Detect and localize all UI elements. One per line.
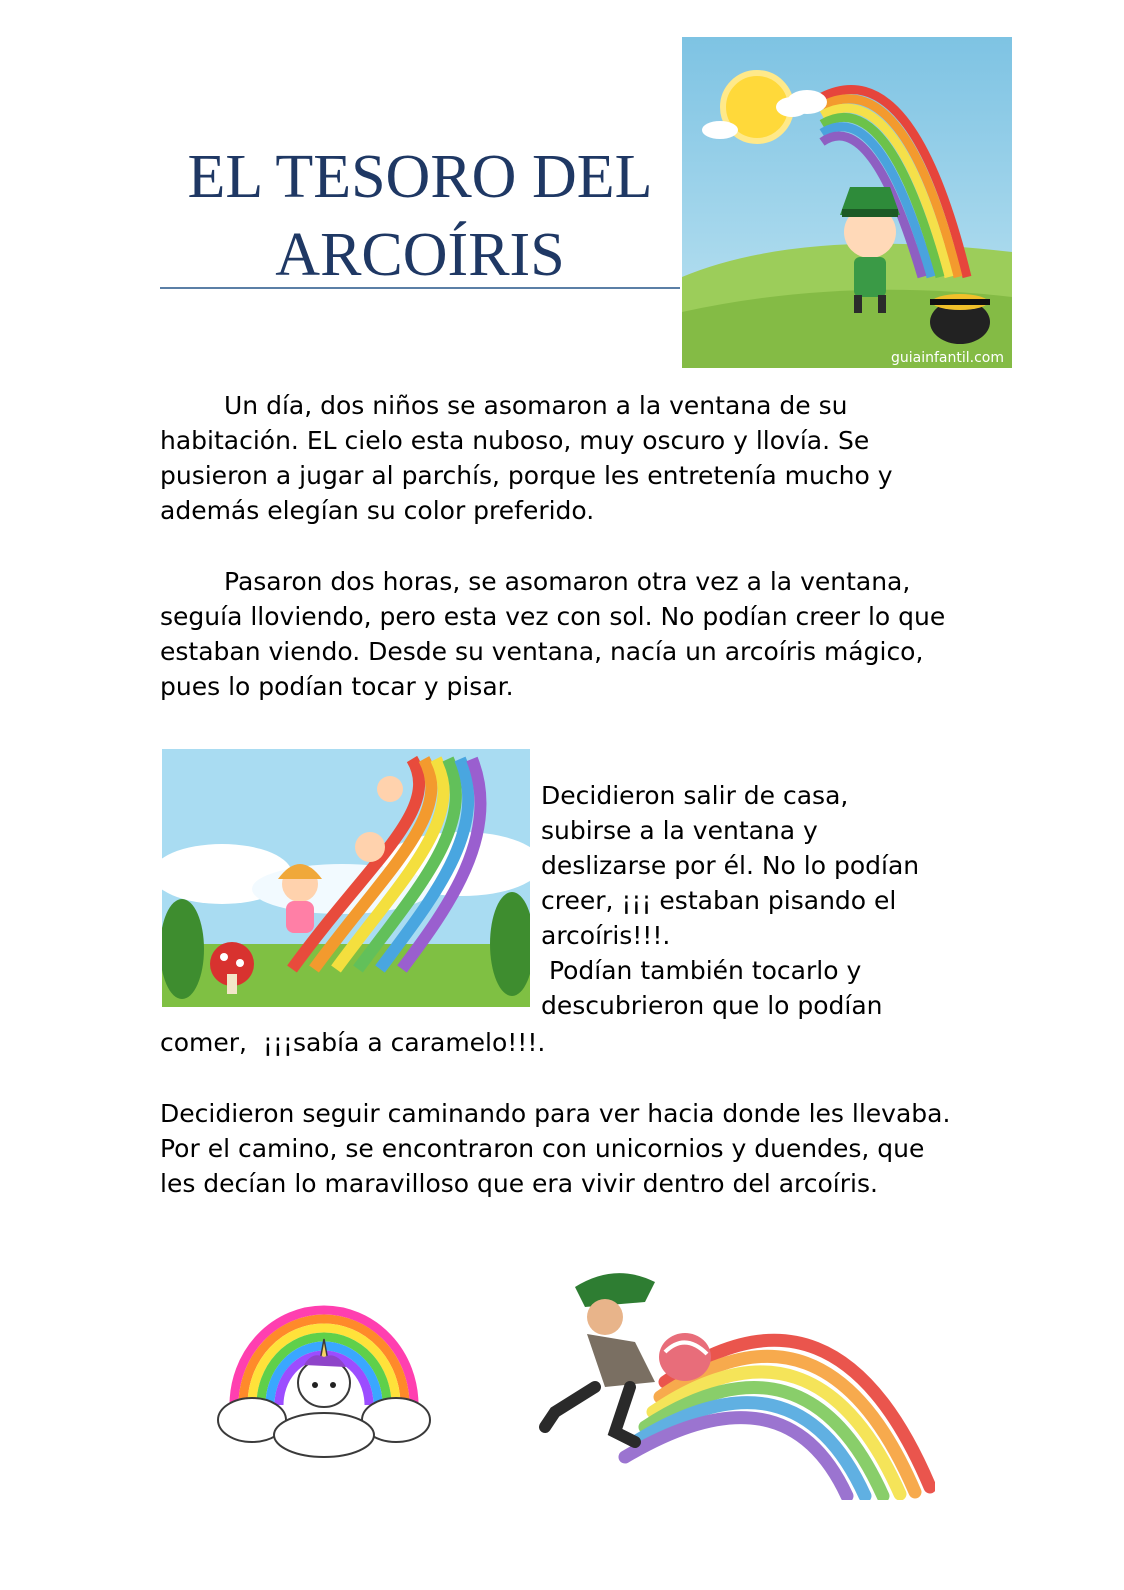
side-line: creer, ¡¡¡ estaban pisando el [541,886,897,915]
image-credit: guiainfantil.com [891,350,1004,366]
continuation-line: comer, ¡¡¡sabía a caramelo!!!. [160,1028,546,1057]
unicorn-rainbow-cloud-illustration [212,1295,436,1460]
side-line: Decidieron salir de casa, [541,781,849,810]
paragraph-2: Pasaron dos horas, se asomaron otra vez a la ventana, seguía lloviendo, pero esta vez con sol. No podían creer lo que estaban viendo. Desde su ventana, nacía un arcoíris mágico, pues lo podían tocar y pisar. [160,567,946,701]
side-paragraph [541,778,961,1023]
paragraph-4: Decidieron seguir caminando para ver hacia donde les llevaba. Por el camino, se encontraron con unicornios y duendes, que les decían lo maravilloso que era vivir dentro del arcoíris. [160,1099,951,1198]
side-line: Podían también tocarlo y [541,956,862,985]
title-line-2: ARCOÍRIS [275,221,565,289]
side-line: subirse a la ventana y [541,816,818,845]
unicorn-on-cloud-icon [212,1295,436,1460]
children-sliding-rainbow-icon [162,749,530,1007]
title-line-1: EL TESORO DEL [187,143,653,211]
page-title [160,138,680,294]
elf-on-rainbow-icon [535,1262,935,1500]
side-line: arcoíris!!!. [541,921,671,950]
children-rainbow-slide-illustration [162,749,530,1007]
title-underline [160,287,680,289]
side-line: descubrieron que lo podían [541,991,883,1020]
elf-rainbow-illustration [535,1262,935,1500]
paragraph-1: Un día, dos niños se asomaron a la ventana de su habitación. EL cielo esta nuboso, muy oscuro y llovía. Se pusieron a jugar al parchís, porque les entretenía mucho y además elegían su color preferido. [160,391,893,525]
side-line: deslizarse por él. No lo podían [541,851,920,880]
leprechaun-pot-of-gold-icon [682,37,1012,368]
leprechaun-rainbow-illustration [682,37,1012,368]
